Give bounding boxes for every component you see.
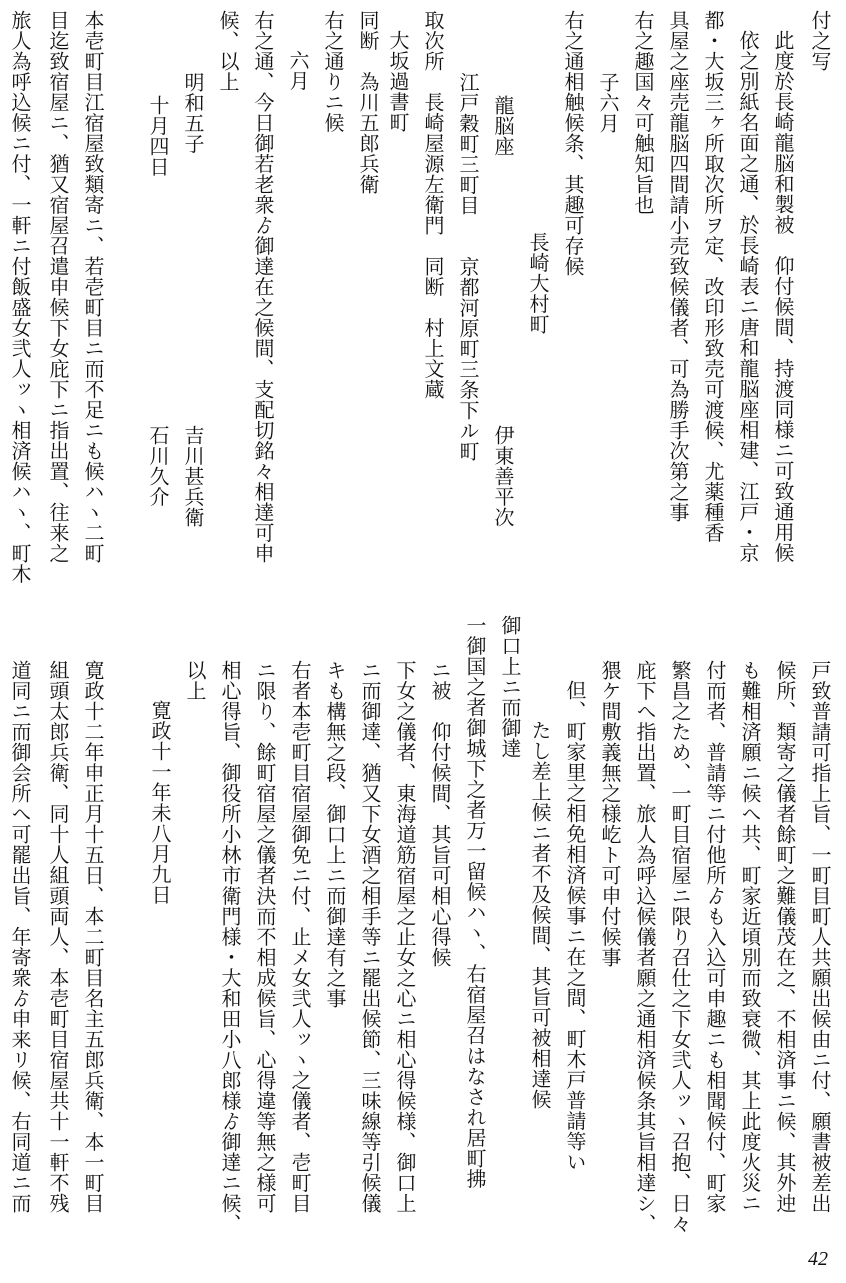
text-column: 十月四日 xyxy=(146,95,170,177)
text-column: 候所、類寄之儀者餘町之難儀茂在之、不相済事ニ候、其外迚 xyxy=(773,660,797,1214)
text-column: ニ而御達、猶又下女酒之相手等ニ罷出候節、三味線等引候儀 xyxy=(358,660,382,1214)
text-column: も難相済願ニ候へ共、町家近頃別而致衰微、其上此度火災ニ xyxy=(738,660,762,1214)
text-column: 寛政十一年未八月九日 xyxy=(148,700,172,905)
text-column: 相心得旨、御役所小林市衛門様・大和田小八郎様ゟ御達ニ候、 xyxy=(218,660,242,1234)
text-column: ニ被 仰付候間、其旨可相心得候 xyxy=(428,660,452,968)
text-column: 御口上ニ而御達 xyxy=(498,615,522,759)
text-column: 吉川甚兵衛 xyxy=(181,425,205,528)
text-column: 付之写 xyxy=(808,10,832,72)
text-column: 組頭太郎兵衛、同十人組頭両人、本壱町目宿屋共十一軒不残 xyxy=(46,660,70,1214)
text-column: 本壱町目江宿屋致類寄ニ、若壱町目ニ而不足ニも候ハヽ二町 xyxy=(81,10,105,564)
text-column: 江戸穀町三町目 京都河原町三条下ル町 xyxy=(456,72,480,462)
text-column: 旅人為呼込候ニ付、一軒ニ付飯盛女弐人ッヽ相済候ハヽ、町木 xyxy=(8,10,32,584)
text-column: 但、町家里之相免相済候事ニ在之間、町木戸普請等い xyxy=(563,680,587,1172)
text-column: 明和五子 xyxy=(181,72,205,154)
text-column: 具屋之座売龍脳四間請小売致候儀者、可為勝手次第之事 xyxy=(666,10,690,523)
text-column: 猥ケ間敷義無之様屹ト可申付候事 xyxy=(598,660,622,968)
page-number: 42 xyxy=(808,1248,828,1270)
text-column: 取次所 長崎屋源左衛門 同断 村上文蔵 xyxy=(421,10,445,400)
text-column: 右之趣国々可触知旨也 xyxy=(631,10,655,215)
text-column: 候、以上 xyxy=(216,10,240,92)
text-column: 繁昌之ため、一町目宿屋ニ限り召仕之下女弐人ッヽ召抱、日々 xyxy=(668,660,692,1234)
text-column: 道同ニ而御会所へ可罷出旨、年寄衆ゟ申来リ候、右同道ニ而 xyxy=(8,660,32,1214)
text-column: 庇下へ指出置、旅人為呼込候儀者願之通相済候条其旨相達シ、 xyxy=(633,660,657,1234)
text-column: 以上 xyxy=(183,660,207,701)
text-column: 同断 為川五郎兵衛 xyxy=(356,10,380,195)
text-column: 子六月 xyxy=(596,72,620,134)
text-column: たし差上候ニ者不及候間、其旨可被相達候 xyxy=(528,720,552,1110)
text-column: 目迄致宿屋ニ、猶又宿屋召遣申候下女庇下ニ指出置、往来之 xyxy=(46,10,70,564)
text-column: ニ限り、餘町宿屋之儀者決而不相成候旨、心得違等無之様可 xyxy=(253,660,277,1214)
text-column: 右之通相触候条、其趣可存候 xyxy=(561,10,585,277)
text-column: 寛政十二年申正月十五日、本二町目名主五郎兵衛、本一町目 xyxy=(81,660,105,1214)
text-column: 戸致普請可指上旨、一町目町人共願出候由ニ付、願書被差出 xyxy=(808,660,832,1214)
text-column: 石川久介 xyxy=(146,425,170,507)
text-column: 龍脳座 xyxy=(491,95,515,157)
text-column: 下女之儀者、東海道筋宿屋之止女之心ニ相心得候様、御口上 xyxy=(393,660,417,1214)
text-column: 右之通、今日御若老衆ゟ御達在之候間、支配切銘々相達可申 xyxy=(251,10,275,564)
text-column: 右者本壱町目宿屋御免ニ付、止メ女弐人ッヽ之儀者、壱町目 xyxy=(288,660,312,1214)
text-column: 伊東善平次 xyxy=(491,425,515,528)
text-column: 一御国之者御城下之者万一留候ハヽ、右宿屋召はなされ居町拂 xyxy=(463,615,487,1189)
text-column: 六月 xyxy=(286,50,310,91)
text-column: 依之別紙名面之通、於長崎表ニ唐和龍脳座相建、江戸・京 xyxy=(736,30,760,563)
text-column: 大坂過書町 xyxy=(386,30,410,133)
text-column: 右之通りニ候 xyxy=(321,10,345,133)
text-column: 此度於長崎龍脳和製被 仰付候間、持渡同様ニ可致通用候 xyxy=(771,30,795,563)
text-column: 都・大坂三ヶ所取次所ヲ定、改印形致売可渡候、尤薬種香 xyxy=(701,10,725,543)
text-column: 付而者、普請等ニ付他所ゟも入込可申趣ニも相聞候付、町家 xyxy=(703,660,727,1214)
text-column: キも構無之段、御口上ニ而御達有之事 xyxy=(323,660,347,1009)
text-column: 長崎大村町 xyxy=(526,232,550,335)
